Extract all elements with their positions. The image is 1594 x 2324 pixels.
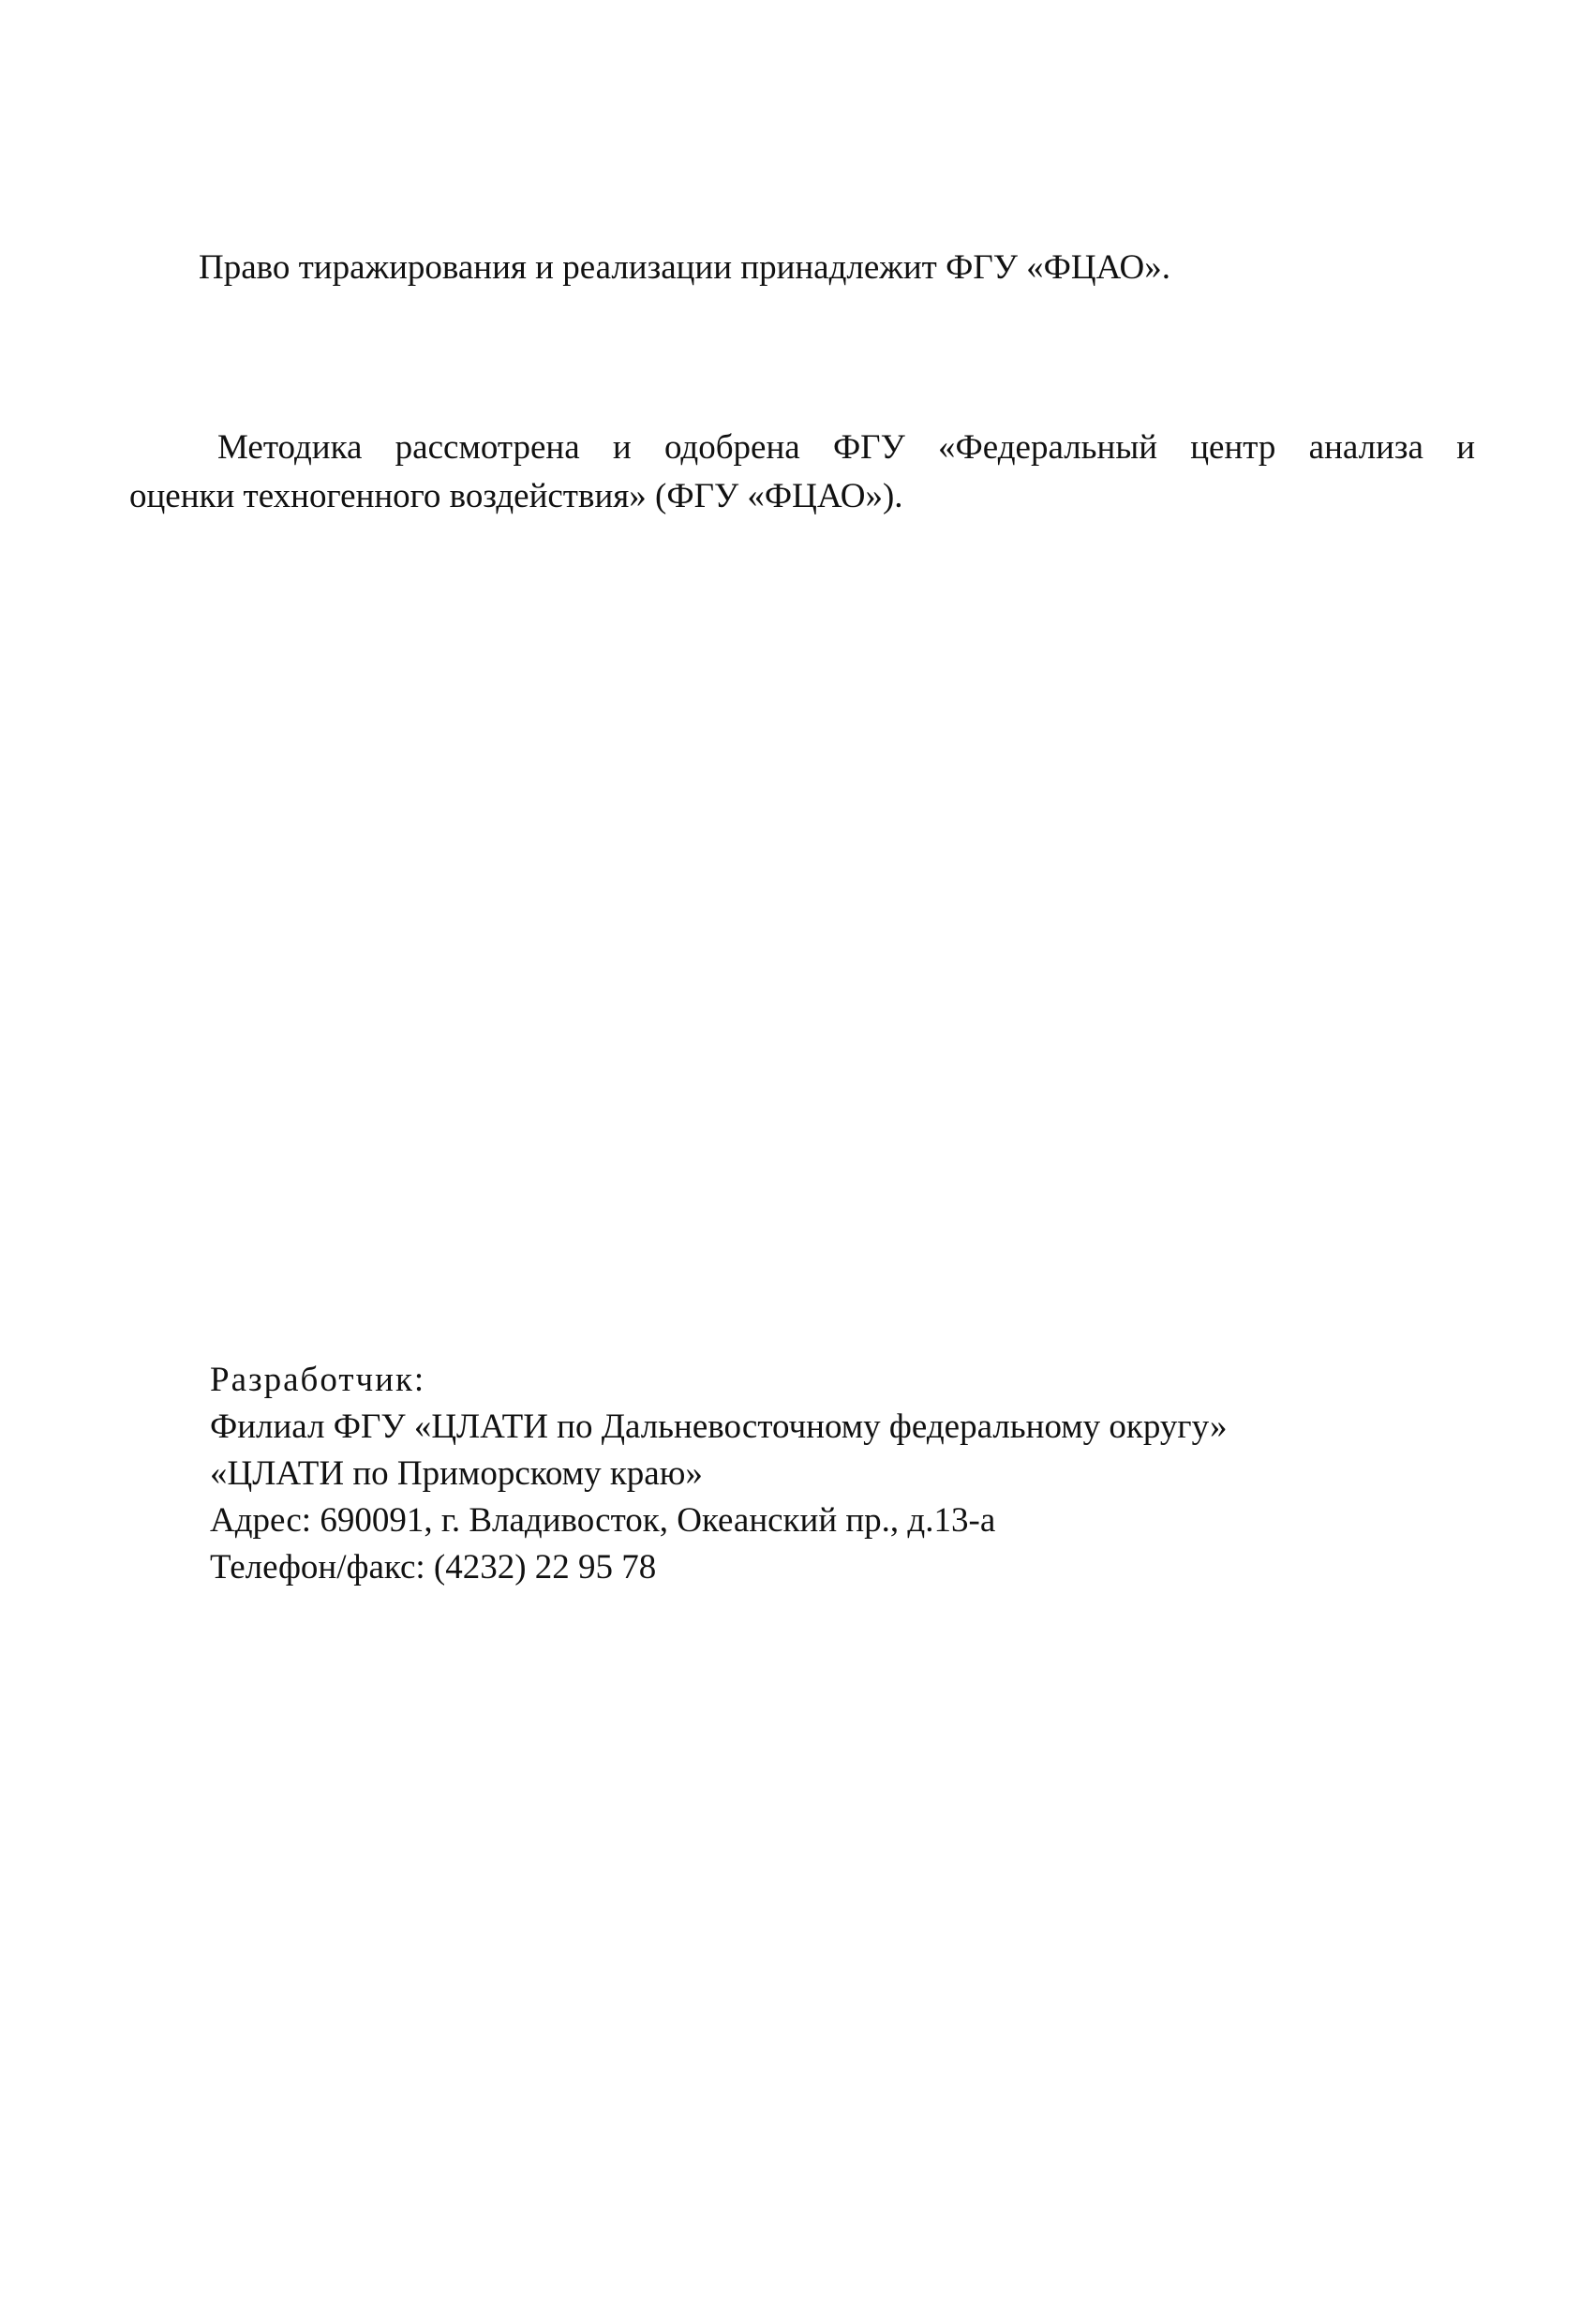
approval-line-2: оценки техногенного воздействия» (ФГУ «ФЦАО»). <box>129 477 903 515</box>
developer-heading: Разработчик: <box>210 1361 426 1399</box>
developer-branch: «ЦЛАТИ по Приморскому краю» <box>210 1454 703 1493</box>
developer-phone: Телефон/факс: (4232) 22 95 78 <box>210 1548 657 1587</box>
approval-paragraph <box>129 424 1475 521</box>
developer-block <box>210 1357 1228 1591</box>
copyright-notice: Право тиражирования и реализации принадлежит ФГУ «ФЦАО». <box>199 248 1170 287</box>
developer-organization: Филиал ФГУ «ЦЛАТИ по Дальневосточному федеральному округу» <box>210 1408 1228 1446</box>
developer-address: Адрес: 690091, г. Владивосток, Океанский пр., д.13-а <box>210 1501 996 1540</box>
approval-line-1: Методика рассмотрена и одобрена ФГУ «Федеральный центр анализа и <box>217 428 1475 467</box>
